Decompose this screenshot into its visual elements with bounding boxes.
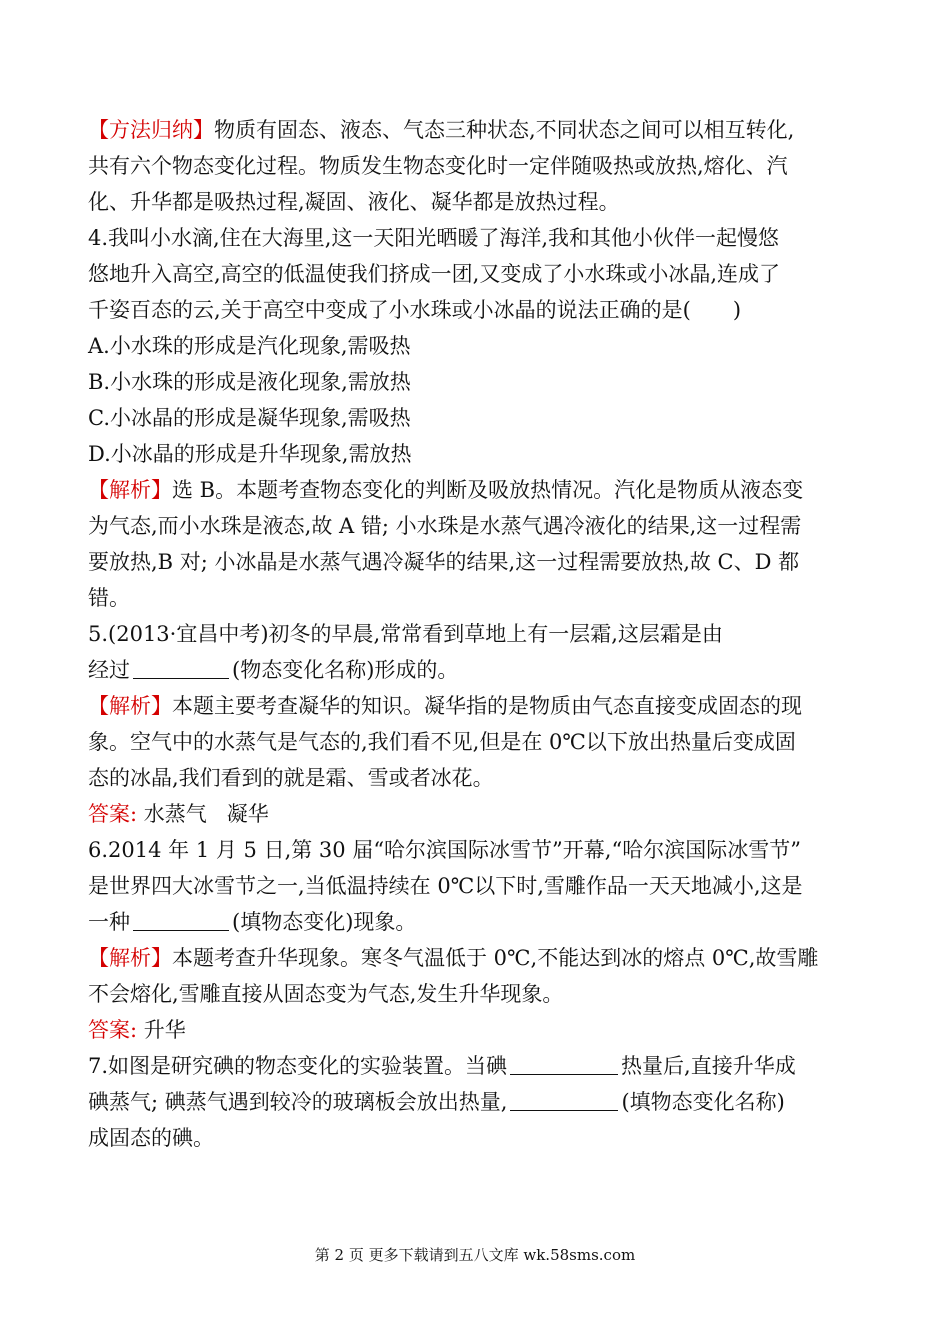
analysis-tag: 【解析】 — [88, 694, 172, 718]
q5-analysis-line3: 态的冰晶,我们看到的就是霜、雪或者冰花。 — [88, 766, 494, 790]
q5-line1: 5.(2013·宜昌中考)初冬的早晨,常常看到草地上有一层霜,这层霜是由 — [88, 622, 723, 646]
method-summary-line1: 【方法归纳】物质有固态、液态、气态三种状态,不同状态之间可以相互转化, — [88, 118, 795, 142]
method-summary-tag: 【方法归纳】 — [88, 118, 214, 142]
answer-tag: 答案: — [88, 1018, 138, 1042]
q6-analysis-line1: 【解析】本题考查升华现象。寒冬气温低于 0℃,不能达到冰的熔点 0℃,故雪雕 — [88, 946, 819, 970]
fill-blank[interactable] — [510, 1052, 618, 1075]
q5-answer: 答案: 水蒸气 凝华 — [88, 802, 269, 826]
q4-line1: 4.我叫小水滴,住在大海里,这一天阳光晒暖了海洋,我和其他小伙伴一起慢悠 — [88, 226, 780, 250]
q4-option-d: D.小冰晶的形成是升华现象,需放热 — [88, 442, 412, 466]
fill-blank[interactable] — [510, 1088, 618, 1111]
method-summary-line2: 共有六个物态变化过程。物质发生物态变化时一定伴随吸热或放热,熔化、汽 — [88, 154, 788, 178]
q4-option-c: C.小冰晶的形成是凝华现象,需吸热 — [88, 406, 411, 430]
q6-answer: 答案: 升华 — [88, 1018, 186, 1042]
answer-tag: 答案: — [88, 802, 138, 826]
q6-analysis-line2: 不会熔化,雪雕直接从固态变为气态,发生升华现象。 — [88, 982, 564, 1006]
q4-analysis-line4: 错。 — [88, 586, 130, 610]
fill-blank[interactable] — [133, 656, 229, 679]
page-footer: 第 2 页 更多下载请到五八文库 wk.58sms.com — [314, 1246, 636, 1264]
q7-line1: 7.如图是研究碘的物态变化的实验装置。当碘 热量后,直接升华成 — [88, 1054, 796, 1078]
q4-line2: 悠地升入高空,高空的低温使我们挤成一团,又变成了小水珠或小冰晶,连成了 — [88, 262, 781, 286]
q6-line3: 一种 (填物态变化)现象。 — [88, 910, 417, 934]
q5-analysis-line2: 象。空气中的水蒸气是气态的,我们看不见,但是在 0℃以下放出热量后变成固 — [88, 730, 796, 754]
q4-option-b: B.小水珠的形成是液化现象,需放热 — [88, 370, 411, 394]
analysis-tag: 【解析】 — [88, 946, 172, 970]
q4-option-a: A.小水珠的形成是汽化现象,需吸热 — [88, 334, 411, 358]
q7-line2: 碘蒸气; 碘蒸气遇到较冷的玻璃板会放出热量, (填物态变化名称) — [88, 1090, 785, 1114]
q4-analysis-line2: 为气态,而小水珠是液态,故 A 错; 小水珠是水蒸气遇冷液化的结果,这一过程需 — [88, 514, 802, 538]
q6-line1: 6.2014 年 1 月 5 日,第 30 届“哈尔滨国际冰雪节”开幕,“哈尔滨国际冰雪节” — [88, 838, 801, 862]
q5-analysis-line1: 【解析】本题主要考查凝华的知识。凝华指的是物质由气态直接变成固态的现 — [88, 694, 802, 718]
q4-analysis-line3: 要放热,B 对; 小冰晶是水蒸气遇冷凝华的结果,这一过程需要放热,故 C、D 都 — [88, 550, 800, 574]
q6-line2: 是世界四大冰雪节之一,当低温持续在 0℃以下时,雪雕作品一天天地减小,这是 — [88, 874, 803, 898]
method-summary-line3: 化、升华都是吸热过程,凝固、液化、凝华都是放热过程。 — [88, 190, 620, 214]
document-body — [88, 112, 868, 1156]
fill-blank[interactable] — [133, 908, 229, 931]
analysis-tag: 【解析】 — [88, 478, 172, 502]
q5-line2: 经过 (物态变化名称)形成的。 — [88, 658, 459, 682]
q4-analysis-line1: 【解析】选 B。本题考查物态变化的判断及吸放热情况。汽化是物质从液态变 — [88, 478, 804, 502]
q4-line3: 千姿百态的云,关于高空中变成了小水珠或小冰晶的说法正确的是( ) — [88, 298, 742, 322]
q7-line3: 成固态的碘。 — [88, 1126, 214, 1150]
